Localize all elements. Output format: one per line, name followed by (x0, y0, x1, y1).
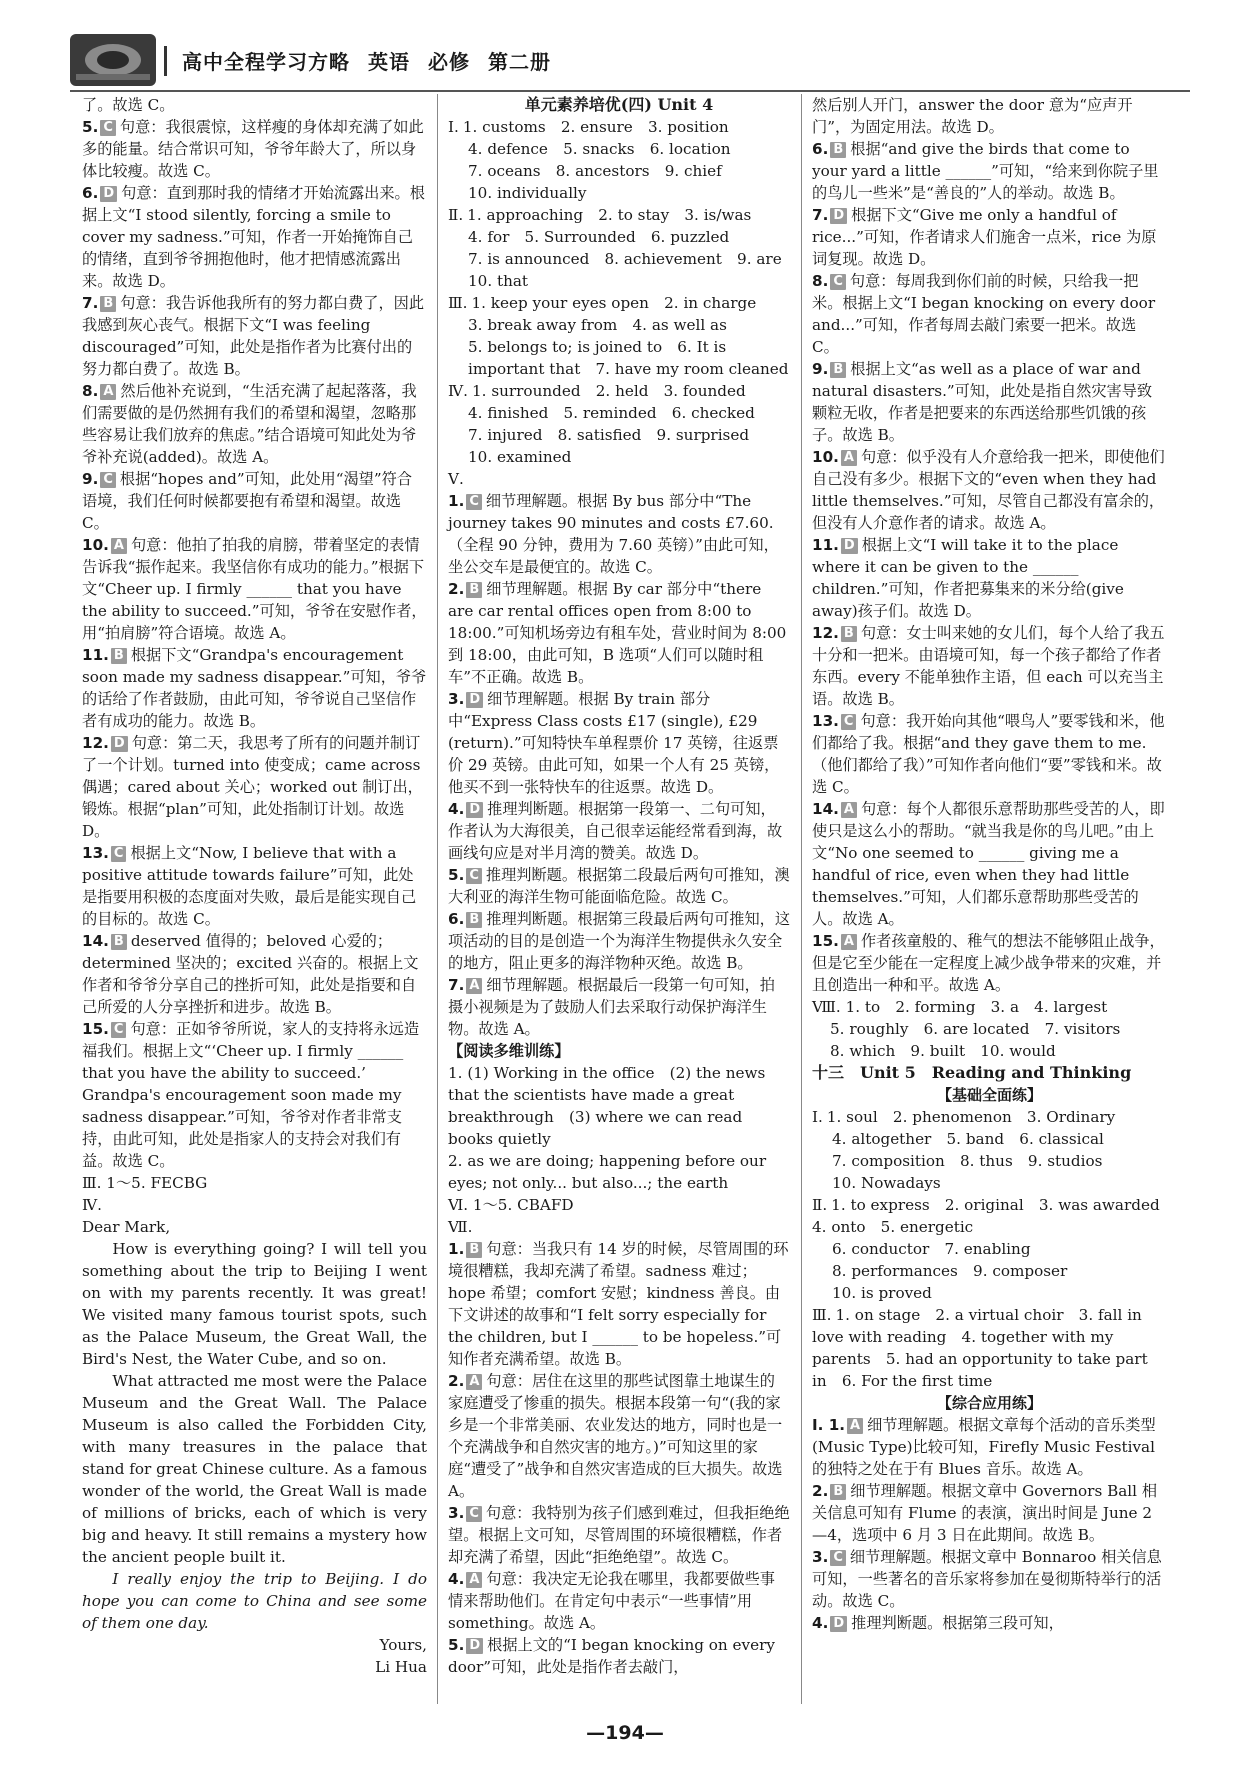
answer-item (82, 732, 427, 842)
item-number: 13. (812, 712, 839, 730)
answer-list (812, 138, 1167, 996)
letter-paragraph: What attracted me most were the Palace Museum and the Great Wall. The Palace Museum is also called the Forbidden City, with many treasures in the palace that stand for great Chinese culture. As a famous wonder of the world, the Great Wall is made of millions of bricks, each of which is very big and heavy. It still remains a mystery how the ancient people built it. (82, 1372, 427, 1566)
column-3 (812, 94, 1175, 1714)
header-separator (164, 46, 167, 76)
column-divider (437, 94, 438, 1704)
answer-text: 1. customs 2. ensure 3. position (462, 118, 729, 136)
answer-text: 1. approaching 2. to stay 3. is/was (467, 206, 752, 224)
answer-item (448, 1634, 790, 1678)
answer-item (812, 1612, 1167, 1634)
answer-letter-badge: A (841, 934, 857, 950)
part-6-answers: Ⅵ. 1～5. CBAFD (448, 1196, 574, 1214)
explanation-text: 根据上文“I will take it to the place where it can be given to the ______ children.”可知，作者把募集来的米分给(give away)孩子们。故选 D。 (812, 536, 1124, 620)
answer-item (448, 1502, 790, 1568)
part-8-line: Ⅷ. 1. to 2. forming 3. a 4. largest (812, 998, 1108, 1016)
item-number: 9. (82, 470, 99, 488)
answer-text: 5. belongs to; is joined to 6. It is important that 7. have my room cleaned (468, 338, 789, 378)
answer-line (812, 1282, 1167, 1304)
explanation-text: 句意：女士叫来她的女儿们，每个人给了我五十分和一把米。由语境可知，每一个孩子都给了作者东西。every 不能单独作主语，但 each 可以充当主语。故选 B。 (812, 624, 1165, 708)
page-header (70, 34, 1190, 94)
column-1 (82, 94, 427, 1714)
item-number: 3. (812, 1548, 829, 1566)
answer-letter-badge: C (100, 120, 116, 136)
answer-letter-badge: D (841, 538, 858, 554)
answer-text: 10. is proved (832, 1284, 932, 1302)
item-number: 5. (448, 1636, 465, 1654)
answer-line (448, 402, 790, 424)
book-title: 高中全程学习方略 英语 必修 第二册 (182, 50, 551, 74)
explanation-text: 句意：他拍了拍我的肩膀，带着坚定的表情告诉我“振作起来。我坚信你有成功的能力。”根据下文“Cheer up. I firmly ______ that you have the ability to succeed.”可知，爷爷在安慰作者，用“拍肩膀”符合语境。故选 A。 (82, 536, 427, 642)
item-number: 5. (448, 866, 465, 884)
answer-letter-badge: B (466, 1242, 482, 1258)
answer-letter-badge: B (830, 142, 846, 158)
item-number: 15. (82, 1020, 109, 1038)
answer-letter-badge: D (466, 802, 483, 818)
answer-letter-badge: C (830, 1550, 846, 1566)
answer-letter-badge: B (841, 626, 857, 642)
part-8-line: 8. which 9. built 10. would (830, 1042, 1056, 1060)
answer-line (448, 292, 790, 314)
answer-letter-badge: A (100, 384, 116, 400)
answer-item (82, 468, 427, 534)
item-number: 10. (812, 448, 839, 466)
explanation-text: 句意：我特别为孩子们感到难过，但我拒绝绝望。根据上文可知，尽管周围的环境很糟糕，作者却充满了希望，因此“拒绝绝望”。故选 C。 (448, 1504, 790, 1566)
basic-practice-answers (812, 1106, 1175, 1392)
part-4-label: Ⅳ. (82, 1196, 103, 1214)
answer-line (448, 446, 790, 468)
letter-paragraph: I really enjoy the trip to Beijing. I do hope you can come to China and see some of them one day. (82, 1570, 427, 1632)
explanation-text: 根据下文“Give me only a handful of rice...”可知，作者请求人们施舍一点米，rice 为原词复现。故选 D。 (812, 206, 1157, 268)
answer-text: 10. examined (468, 448, 572, 466)
answer-text: 6. conductor 7. enabling (832, 1240, 1031, 1258)
item-number: 2. (812, 1482, 829, 1500)
answer-item (448, 798, 790, 864)
item-number: 12. (812, 624, 839, 642)
part-label: Ⅰ. (448, 118, 459, 136)
reading-answers (448, 490, 790, 1040)
item-number: 4. (812, 1614, 829, 1632)
part-label: Ⅳ. (448, 382, 469, 400)
answer-letter-badge: D (466, 692, 483, 708)
answer-letter-badge: B (100, 296, 116, 312)
answer-letter-badge: A (466, 978, 482, 994)
item-number: 9. (812, 360, 829, 378)
answer-item (812, 798, 1167, 930)
answer-text: 10. individually (468, 184, 587, 202)
answer-text: 8. performances 9. composer (832, 1262, 1068, 1280)
answer-line (448, 314, 790, 336)
part-8-line: 5. roughly 6. are located 7. visitors (830, 1020, 1121, 1038)
answer-letter-badge: B (830, 1484, 846, 1500)
basic-practice-title: 【基础全面练】 (936, 1086, 1042, 1104)
answer-text: 1. to express 2. original 3. was awarded 4. onto 5. energetic (812, 1196, 1175, 1236)
answer-item (448, 688, 790, 798)
answer-letter-badge: D (466, 1638, 483, 1654)
answer-item (448, 908, 790, 974)
answer-line (812, 1238, 1167, 1260)
answer-item (82, 1018, 427, 1172)
column-divider (801, 94, 802, 1704)
answer-item (448, 1568, 790, 1634)
item-number: 1. (448, 1240, 465, 1258)
answer-text: 1. keep your eyes open 2. in charge (471, 294, 757, 312)
answer-item (812, 446, 1167, 534)
answer-letter-badge: D (830, 1616, 847, 1632)
answer-text: 4. altogether 5. band 6. classical (832, 1130, 1104, 1148)
explanation-text: 句意：每个人都很乐意帮助那些受苦的人，即使只是这么小的帮助。“就当我是你的鸟儿吧。”由上文“No one seemed to ______ giving me a handful of rice, even when they had little themselves.”可知，人们都乐意帮助那些受苦的人。故选 A。 (812, 800, 1165, 928)
answer-text: 7. composition 8. thus 9. studios (832, 1152, 1103, 1170)
answer-letter-badge: C (466, 868, 482, 884)
answer-line (448, 116, 790, 138)
explanation-text: 细节理解题。根据最后一段第一句可知，拍摄小视频是为了鼓励人们去采取行动保护海洋生物。故选 A。 (448, 976, 775, 1038)
item-number: 3. (448, 1504, 465, 1522)
applied-practice-title: 【综合应用练】 (936, 1394, 1042, 1412)
part-3-answers: Ⅲ. 1～5. FECBG (82, 1174, 208, 1192)
item-number: 2. (448, 1372, 465, 1390)
answer-letter-badge: A (111, 538, 127, 554)
item-number: 10. (82, 536, 109, 554)
explanation-text: 推理判断题。根据第三段可知， (851, 1614, 1064, 1632)
item-number: Ⅰ. 1. (812, 1416, 846, 1434)
answer-line (448, 336, 790, 380)
reading-training-item: 1. (1) Working in the office (2) the news that the scientists have made a great breakthrough (3) where we can read books quietly (448, 1064, 766, 1148)
answer-text: 7. is announced 8. achievement 9. are (468, 250, 782, 268)
answer-item (812, 204, 1167, 270)
answer-line (812, 1150, 1167, 1172)
answer-item (448, 974, 790, 1040)
explanation-text: 句意：直到那时我的情绪才开始流露出来。根据上文“I stood silently, forcing a smile to cover my sadness.”可知，作者一开始掩饰自己的情绪，直到爷爷拥抱他时，他才把情感流露出来。故选 D。 (82, 184, 425, 290)
answer-item (812, 622, 1167, 710)
explanation-text: 根据“and give the birds that come to your yard a little ______”可知，“给来到你院子里的鸟儿一些米”是“善良的”人的举动。故选 B。 (812, 140, 1159, 202)
answer-letter-badge: B (466, 912, 482, 928)
model-letter (82, 1216, 427, 1678)
item-number: 7. (82, 294, 99, 312)
answer-item (82, 534, 427, 644)
explanation-text: 句意：每周我到你们前的时候，只给我一把米。根据上文“I began knocking on every door and...”可知，作者每周去敲门索要一把米。故选 C。 (812, 272, 1156, 356)
answer-line (448, 160, 790, 182)
answer-line (448, 380, 790, 402)
answer-item (82, 644, 427, 732)
explanation-text: 然后他补充说到，“生活充满了起起落落，我们需要做的是仍然拥有我们的希望和渴望，忽略那些容易让我们放弃的焦虑。”结合语境可知此处为爷爷补充说(added)。故选 A。 (82, 382, 417, 466)
answer-line (448, 182, 790, 204)
item-number: 15. (812, 932, 839, 950)
answer-list (82, 116, 427, 1172)
item-number: 11. (82, 646, 109, 664)
answer-letter-badge: B (466, 582, 482, 598)
explanation-text: 细节理解题。根据文章中 Governors Ball 相关信息可知有 Flume 的表演，演出时间是 June 2—4，选项中 6 月 3 日在此期间。故选 B。 (812, 1482, 1158, 1544)
item-number: 8. (82, 382, 99, 400)
answer-text: 10. that (468, 272, 529, 290)
answer-letter-badge: A (466, 1572, 482, 1588)
explanation-text: 句意：我告诉他我所有的努力都白费了，因此我感到灰心丧气。根据下文“I was feeling discouraged”可知，此处是指作者为比赛付出的努力都白费了。故选 B。 (82, 294, 425, 378)
reading-training-title: 【阅读多维训练】 (448, 1042, 570, 1060)
answer-text: 4. finished 5. reminded 6. checked (468, 404, 755, 422)
part-label: Ⅱ. (812, 1196, 828, 1214)
answer-text: 4. for 5. Surrounded 6. puzzled (468, 228, 730, 246)
explanation-text: 细节理解题。根据 By train 部分中“Express Class costs £17 (single), £29 (return).”可知特快车单程票价 17 英镑，往返票价 29 英镑。由此可知，如果一个人有 25 英镑，他买不到一张特快车的往返票。故选 D。 (448, 690, 780, 796)
answer-item (82, 380, 427, 468)
explanation-text: 推理判断题。根据第三段最后两句可推知，这项活动的目的是创造一个为海洋生物提供永久安全的地方，阻止更多的海洋物种灭绝。故选 B。 (448, 910, 791, 972)
answer-line (812, 1106, 1167, 1128)
explanation-text: 句意：当我只有 14 岁的时候，尽管周围的环境很糟糕，我却充满了希望。sadness 难过；hope 希望；comfort 安慰；kindness 善良。由下文讲述的故事和“I felt sorry especially for the children, but I ______ to be hopeless.”可知作者充满希望。故选 B。 (448, 1240, 789, 1368)
explanation-text: deserved 值得的；beloved 心爱的；determined 坚决的；excited 兴奋的。根据上文作者和爷爷分享自己的挫折可知，此处是指要和自己所爱的人分享挫折和进步。故选 B。 (82, 932, 419, 1016)
unit-title: 十三 Unit 5 Reading and Thinking (812, 1063, 1132, 1082)
answer-line (812, 1304, 1167, 1392)
item-number: 4. (448, 1570, 465, 1588)
answer-letter-badge: C (100, 472, 116, 488)
explanation-text: 句意：我很震惊，这样瘦的身体却充满了如此多的能量。结合常识可知，爷爷年龄大了，所以身体比较瘦。故选 C。 (82, 118, 424, 180)
answer-item (812, 270, 1167, 358)
answer-item (448, 1238, 790, 1370)
part-7-label: Ⅶ. (448, 1218, 473, 1236)
answer-letter-badge: C (830, 274, 846, 290)
explanation-text: 细节理解题。根据文章中 Bonnaroo 相关信息可知，一些著名的音乐家将参加在曼彻斯特举行的活动。故选 C。 (812, 1548, 1162, 1610)
answer-letter-badge: C (111, 846, 127, 862)
answer-line (448, 248, 790, 270)
item-number: 4. (448, 800, 465, 818)
page-number: —194— (586, 1722, 664, 1744)
answer-line (812, 1260, 1167, 1282)
answer-letter-badge: B (111, 934, 127, 950)
part-label: Ⅱ. (448, 206, 464, 224)
letter-paragraph: How is everything going? I will tell you something about the trip to Beijing I went on with my parents recently. It was great! We visited many famous tourist spots, such as the Palace Museum, the Great Wall, the Bird's Nest, the Water Cube, and so on. (82, 1240, 427, 1368)
answer-text: 1. soul 2. phenomenon 3. Ordinary (826, 1108, 1116, 1126)
explanation-text: 作者孩童般的、稚气的想法不能够阻止战争，但是它至少能在一定程度上减少战争带来的灾难，并且创造出一种和平。故选 A。 (812, 932, 1165, 994)
item-number: 2. (448, 580, 465, 598)
answer-line (448, 226, 790, 248)
part-5-label: Ⅴ. (448, 470, 464, 488)
answer-text: 1. on stage 2. a virtual choir 3. fall in love with reading 4. together with my parents 5. had an opportunity to take part in 6. For the first time (812, 1306, 1148, 1390)
answer-line (448, 204, 790, 226)
answer-item (448, 490, 790, 578)
explanation-text: 句意：我开始向其他“喂鸟人”要零钱和米，他们都给了我。根据“and they gave them to me.（他们都给了我）”可知作者向他们“要”零钱和米。故选 C。 (812, 712, 1165, 796)
answer-letter-badge: B (111, 648, 127, 664)
item-number: 14. (82, 932, 109, 950)
part-label: Ⅲ. (812, 1306, 832, 1324)
item-number: 12. (82, 734, 109, 752)
answer-item (812, 358, 1167, 446)
answer-letter-badge: A (841, 802, 857, 818)
answer-text: 10. Nowadays (832, 1174, 941, 1192)
answer-item (812, 534, 1167, 622)
reading-training-item: 2. as we are doing; happening before our eyes; not only... but also...; the earth (448, 1152, 767, 1192)
explanation-text: 句意：我决定无论我在哪里，我都要做些事情来帮助他们。在肯定句中表示“一些事情”用 something。故选 A。 (448, 1570, 775, 1632)
item-number: 6. (812, 140, 829, 158)
answer-letter-badge: B (830, 362, 846, 378)
answer-line (448, 138, 790, 160)
answer-letter-badge: A (841, 450, 857, 466)
answer-letter-badge: A (466, 1374, 482, 1390)
answer-letter-badge: A (847, 1418, 863, 1434)
column-2 (448, 94, 790, 1714)
explanation-text: 根据下文“Grandpa's encouragement soon made my sadness disappear.”可知，爷爷的话给了作者鼓励，由此可知，爷爷说自己坚信作者有成功的能力。故选 B。 (82, 646, 427, 730)
answer-letter-badge: C (111, 1022, 127, 1038)
explanation-text: 根据“hopes and”可知，此处用“渴望”符合语境，我们任何时候都要抱有希望和渴望。故选 C。 (82, 470, 413, 532)
item-number: 1. (448, 492, 465, 510)
item-number: 5. (82, 118, 99, 136)
publisher-logo-icon (70, 34, 156, 86)
explanation-text: 推理判断题。根据第二段最后两句可推知，澳大利亚的海洋生物可能面临危险。故选 C。 (448, 866, 790, 906)
answer-item (82, 182, 427, 292)
answer-text: 7. injured 8. satisfied 9. surprised (468, 426, 750, 444)
header-rule (70, 90, 1190, 92)
item-number: 6. (448, 910, 465, 928)
applied-practice-answers (812, 1414, 1167, 1634)
answer-item (82, 930, 427, 1018)
item-number: 14. (812, 800, 839, 818)
explanation-text: 句意：似乎没有人介意给我一把米，即使他们自己没有多少。根据下文的“even when they had little themselves.”可知，尽管自己都没有富余的，但没有人介意作者的请求。故选 A。 (812, 448, 1165, 532)
letter-closing: Yours, (379, 1636, 427, 1654)
item-number: 11. (812, 536, 839, 554)
answer-text: 3. break away from 4. as well as (468, 316, 727, 334)
answer-item (448, 1370, 790, 1502)
answer-letter-badge: D (111, 736, 128, 752)
answer-item (812, 1546, 1167, 1612)
letter-greeting: Dear Mark, (82, 1218, 171, 1236)
explanation-text: 根据上文“Now, I believe that with a positive attitude towards failure”可知，此处是指要用积极的态度面对失败，最后是能实现自己的目标的。故选 C。 (82, 844, 417, 928)
answer-line (448, 270, 790, 292)
answer-line (812, 1128, 1167, 1150)
answer-item (82, 116, 427, 182)
explanation-text: 细节理解题。根据文章每个活动的音乐类型(Music Type)比较可知，Firefly Music Festival 的独特之处在于有 Blues 音乐。故选 A。 (812, 1416, 1156, 1478)
item-number: 6. (82, 184, 99, 202)
answer-item (448, 864, 790, 908)
item-number: 13. (82, 844, 109, 862)
explanation-text: 细节理解题。根据 By bus 部分中“The journey takes 90 minutes and costs £7.60.（全程 90 分钟，费用为 7.60 英镑）”由此可知，坐公交车是最便宜的。故选 C。 (448, 492, 779, 576)
explanation-text: 根据上文“as well as a place of war and natural disasters.”可知，此处是指自然灾害导致颗粒无收，作者是把要来的东西送给那些饥饿的孩子。故选 B。 (812, 360, 1153, 444)
part-label: Ⅲ. (448, 294, 468, 312)
answer-letter-badge: D (830, 208, 847, 224)
answer-line (812, 1194, 1175, 1238)
explanation-text: 句意：正如爷爷所说，家人的支持将永远造福我们。根据上文“‘Cheer up. I firmly ______ that you have the ability to succeed.’ Grandpa's encouragement soon made my sadness disappear.”可知，爷爷对作者非常支持，由此可知，此处是指家人的支持会对我们有益。故选 C。 (82, 1020, 420, 1170)
letter-signature: Li Hua (375, 1658, 427, 1676)
answer-letter-badge: C (466, 1506, 482, 1522)
answer-letter-badge: D (100, 186, 117, 202)
explanation-text: 根据上文的“I began knocking on every door”可知，此处是指作者去敲门， (448, 1636, 775, 1676)
explanation-text: 句意：第二天，我思考了所有的问题并制订了一个计划。turned into 使变成；came across 偶遇；cared about 关心；worked out 制订出，锻炼。根据“plan”可知，此处指制订计划。故选 D。 (82, 734, 423, 840)
answer-item (812, 1480, 1167, 1546)
cloze-answers (448, 1238, 790, 1678)
answer-letter-badge: C (841, 714, 857, 730)
part-label: Ⅰ. (812, 1108, 823, 1126)
answer-item (812, 930, 1167, 996)
item-number: 7. (812, 206, 829, 224)
explanation-text: 推理判断题。根据第一段第一、二句可知，作者认为大海很美，自己很幸运能经常看到海，故画线句应是对半月湾的赞美。故选 D。 (448, 800, 783, 862)
section-title: 单元素养培优(四) Unit 4 (524, 95, 714, 114)
answer-item (82, 292, 427, 380)
explanation-text: 句意：居住在这里的那些试图靠土地谋生的家庭遭受了惨重的损失。根据本段第一句“(我的家乡是一个非常美丽、农业发达的地方，同时也是一个充满战争和自然灾害的地方。)”可知这里的家庭“遭受了”战争和自然灾害造成的巨大损失。故选 A。 (448, 1372, 783, 1500)
continued-text: 了。故选 C。 (82, 96, 175, 114)
item-number: 8. (812, 272, 829, 290)
answer-item (812, 710, 1167, 798)
answer-item (812, 138, 1167, 204)
answer-item (448, 578, 790, 688)
answer-item (812, 1414, 1167, 1480)
answer-line (812, 1172, 1167, 1194)
item-number: 7. (448, 976, 465, 994)
answer-item (82, 842, 427, 930)
vocabulary-answers (448, 116, 790, 468)
answer-text: 1. surrounded 2. held 3. founded (472, 382, 746, 400)
explanation-text: 细节理解题。根据 By car 部分中“there are car rental offices open from 8:00 to 18:00.”可知机场旁边有租车处，营业时间为 8:00到 18:00，由此可知，B 选项“人们可以随时租车”不正确。故选 B。 (448, 580, 787, 686)
continued-text: 然后别人开门，answer the door 意为“应声开门”，为固定用法。故选 D。 (812, 96, 1133, 136)
answer-text: 4. defence 5. snacks 6. location (468, 140, 731, 158)
answer-line (448, 424, 790, 446)
answer-letter-badge: C (466, 494, 482, 510)
answer-text: 7. oceans 8. ancestors 9. chief (468, 162, 722, 180)
item-number: 3. (448, 690, 465, 708)
